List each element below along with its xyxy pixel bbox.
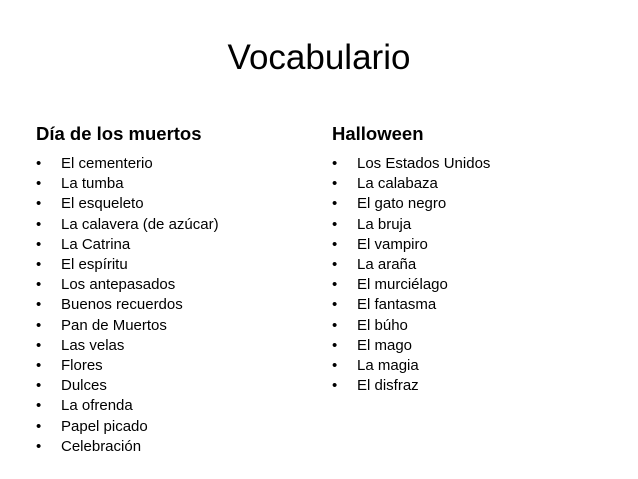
list-item [36, 235, 306, 255]
bullet-icon: • [332, 215, 338, 233]
column-halloween [332, 122, 602, 396]
list-item [332, 376, 602, 396]
list-item [332, 154, 602, 174]
list-item-text: La ofrenda [61, 397, 133, 415]
list-item [36, 174, 306, 194]
list-item-text: Los antepasados [61, 276, 176, 294]
list-item [36, 437, 306, 457]
bullet-icon: • [36, 296, 42, 314]
list-item [36, 154, 306, 174]
list-item [332, 174, 602, 194]
list-item-text: El gato negro [357, 195, 447, 213]
slide-title: Vocabulario [227, 38, 411, 77]
list-item-text: La araña [357, 256, 417, 274]
bullet-icon: • [332, 175, 338, 193]
bullet-icon: • [332, 235, 338, 253]
bullet-icon: • [36, 316, 42, 334]
vocab-list [332, 154, 602, 396]
list-item-text: El disfraz [357, 377, 419, 395]
bullet-icon: • [332, 155, 338, 172]
list-item-text: El cementerio [61, 155, 153, 172]
list-item [332, 336, 602, 356]
list-item [36, 336, 306, 356]
list-item-text: Flores [61, 357, 103, 375]
list-item-text: Papel picado [61, 417, 148, 435]
list-item [332, 255, 602, 275]
bullet-icon: • [36, 256, 42, 274]
list-item-text: La bruja [357, 215, 412, 233]
list-item [36, 417, 306, 437]
bullet-icon: • [36, 397, 42, 415]
list-item [36, 376, 306, 396]
bullet-icon: • [332, 316, 338, 334]
bullet-icon: • [332, 357, 338, 375]
list-item-text: Los Estados Unidos [357, 155, 491, 172]
list-item [332, 215, 602, 235]
list-item-text: El fantasma [357, 296, 437, 314]
bullet-icon: • [36, 336, 42, 354]
list-item [332, 194, 602, 214]
list-item [332, 316, 602, 336]
bullet-icon: • [36, 357, 42, 375]
list-item-text: El búho [357, 316, 408, 334]
bullet-icon: • [332, 276, 338, 294]
bullet-icon: • [36, 276, 42, 294]
list-item [332, 356, 602, 376]
bullet-icon: • [36, 155, 42, 172]
list-item-text: La magia [357, 357, 419, 375]
list-item-text: La calavera (de azúcar) [61, 215, 219, 233]
list-item [36, 215, 306, 235]
bullet-icon: • [332, 256, 338, 274]
list-item-text: La tumba [61, 175, 124, 193]
bullet-icon: • [332, 377, 338, 395]
bullet-icon: • [36, 235, 42, 253]
list-item-text: Las velas [61, 336, 125, 354]
list-item-text: El mago [357, 336, 413, 354]
column-heading: Halloween [332, 123, 424, 144]
list-item [36, 295, 306, 315]
bullet-icon: • [332, 195, 338, 213]
list-item-text: El esqueleto [61, 195, 144, 213]
list-item [332, 275, 602, 295]
bullet-icon: • [36, 215, 42, 233]
list-item-text: La calabaza [357, 175, 438, 193]
list-item-text: El vampiro [357, 235, 428, 253]
list-item-text: Dulces [61, 377, 107, 395]
list-item-text: La Catrina [61, 235, 131, 253]
vocab-list [36, 154, 306, 457]
bullet-icon: • [36, 175, 42, 193]
column-heading: Día de los muertos [36, 123, 202, 144]
bullet-icon: • [332, 336, 338, 354]
list-item-text: El espíritu [61, 256, 128, 274]
list-item [332, 295, 602, 315]
list-item-text: Celebración [61, 437, 142, 455]
bullet-icon: • [36, 377, 42, 395]
list-item [36, 396, 306, 416]
bullet-icon: • [36, 195, 42, 213]
list-item [36, 356, 306, 376]
list-item [36, 316, 306, 336]
list-item [332, 235, 602, 255]
list-item [36, 194, 306, 214]
bullet-icon: • [332, 296, 338, 314]
list-item-text: El murciélago [357, 276, 448, 294]
list-item-text: Buenos recuerdos [61, 296, 183, 314]
bullet-icon: • [36, 437, 42, 455]
list-item [36, 275, 306, 295]
list-item-text: Pan de Muertos [61, 316, 167, 334]
bullet-icon: • [36, 417, 42, 435]
column-dia-de-los-muertos [36, 122, 306, 457]
list-item [36, 255, 306, 275]
